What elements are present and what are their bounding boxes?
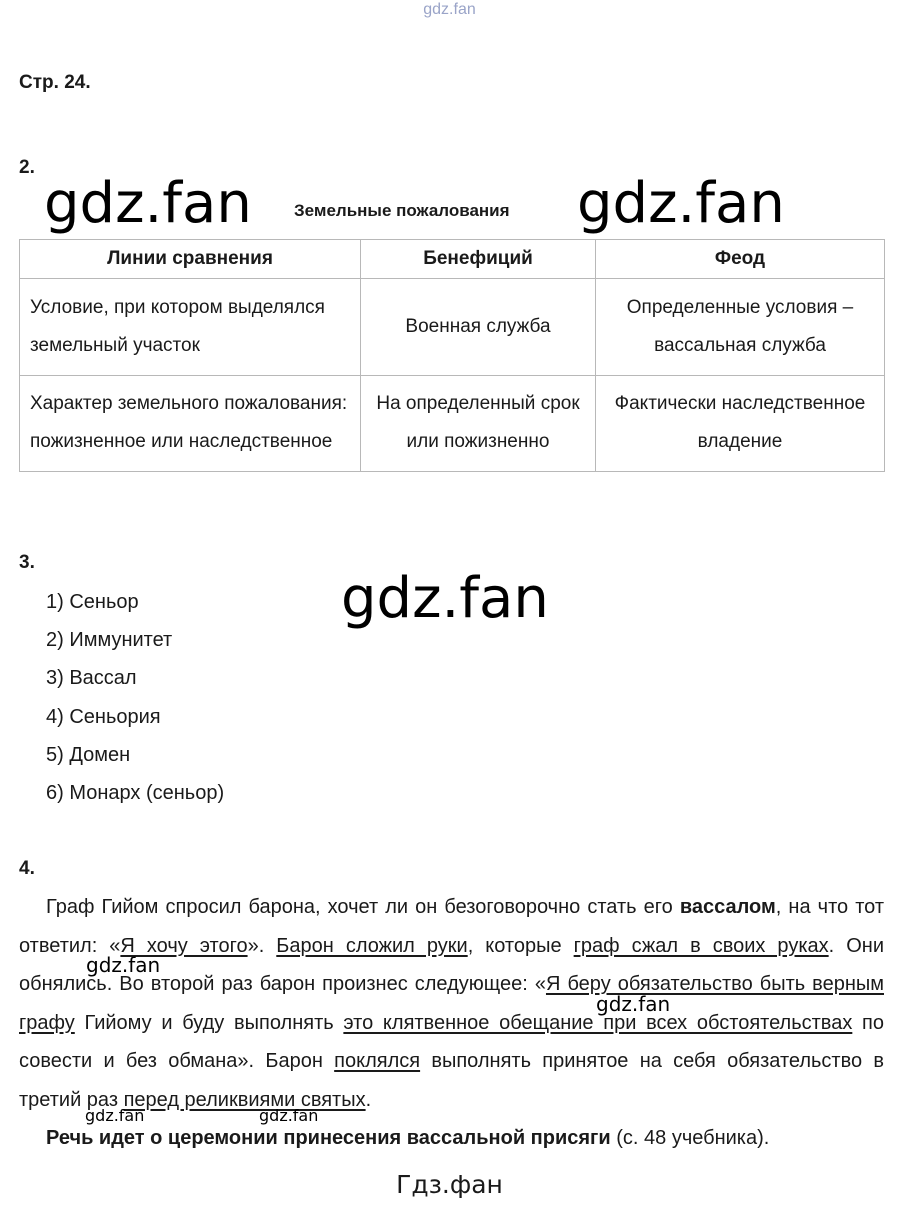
table-cell: Военная служба (361, 279, 596, 376)
bold-conclusion: Речь идет о церемонии принесения вассальной присяги (46, 1127, 611, 1149)
watermark-small-2: gdz.fan (596, 992, 671, 1016)
table-cell: Определенные условия – вассальная служба (596, 279, 885, 376)
text-span: Граф Гийом спросил барона, хочет ли он безоговорочно стать его (46, 896, 680, 918)
paragraph (19, 888, 884, 1119)
underlined-phrase: Я беру обязательство быть верным графу (19, 973, 884, 1034)
text-span: ». (247, 934, 277, 957)
table-cell: На определенный срок или пожизненно (361, 375, 596, 472)
task2-number: 2. (19, 157, 35, 178)
task4-text (19, 888, 884, 1158)
watermark-large-3: gdz.fan (341, 566, 549, 631)
text-span: Гийому и буду выполнять (74, 1011, 344, 1034)
watermark-small-1: gdz.fan (86, 953, 161, 977)
watermark-small-3: gdz.fan (85, 1106, 145, 1125)
bold-term: вассалом (679, 896, 776, 918)
table-cell: Фактически наследственное владение (596, 375, 885, 472)
table-cell: Характер земельного пожалования: пожизненное или наследственное (20, 375, 361, 472)
watermark-top: gdz.fan (423, 1, 476, 18)
underlined-phrase: это клятвенное обещание при всех обстоятельствах (343, 1011, 853, 1034)
underlined-phrase: перед реликвиями святых (123, 1088, 366, 1111)
text-span: . Они обнялись. Во второй раз барон произнес следующее: « (19, 934, 884, 995)
table-header: Линии сравнения (20, 240, 361, 279)
watermark-small-4: gdz.fan (259, 1106, 319, 1125)
terms-list (46, 583, 224, 812)
table-row (20, 375, 885, 472)
text-span: по совести и без обмана». Барон (19, 1011, 885, 1072)
table-caption: Земельные пожалования (294, 201, 510, 220)
table-header: Бенефиций (361, 240, 596, 279)
comparison-table (19, 239, 885, 472)
list-item: 3) Вассал (46, 667, 137, 690)
text-span: . (365, 1088, 372, 1111)
task3-number: 3. (19, 552, 35, 573)
table-cell: Условие, при котором выделялся земельный участок (20, 279, 361, 376)
watermark-large-2: gdz.fan (577, 171, 785, 236)
footer-watermark: Гдз.фан (396, 1170, 503, 1199)
list-item: 5) Домен (46, 743, 131, 766)
table-header-row (20, 240, 885, 279)
list-item: 2) Иммунитет (46, 629, 173, 652)
text-span: (с. 48 учебника). (610, 1127, 770, 1149)
table-row (20, 279, 885, 376)
table-header: Феод (596, 240, 885, 279)
text-span: выполнять принятое на себя обязательство в третий раз (19, 1050, 884, 1111)
list-item: 1) Сеньор (46, 591, 139, 613)
watermark-large-1: gdz.fan (44, 171, 252, 236)
page-label: Стр. 24. (19, 72, 91, 93)
list-item: 6) Монарх (сеньор) (46, 781, 225, 804)
text-span: , на что тот ответил: « (19, 896, 884, 957)
underlined-phrase: граф сжал в своих руках (573, 934, 829, 957)
underlined-phrase: Барон сложил руки (276, 934, 468, 957)
list-item: 4) Сеньория (46, 705, 161, 728)
underlined-phrase: поклялся (334, 1050, 421, 1072)
paragraph (19, 1119, 884, 1158)
task4-number: 4. (19, 858, 35, 879)
text-span: , которые (467, 934, 574, 957)
underlined-phrase: Я хочу этого (120, 934, 248, 957)
